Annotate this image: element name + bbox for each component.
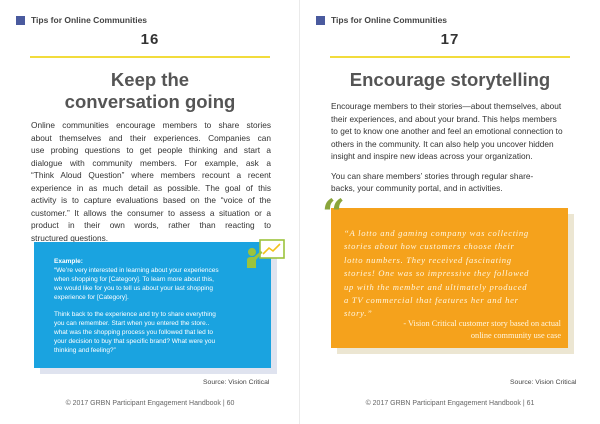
left-source-note: Source: Vision Critical xyxy=(203,379,270,386)
presenter-chart-icon xyxy=(246,238,286,268)
body-line: activity is to capture evaluations based on the “voice of the xyxy=(31,195,271,205)
quote-text xyxy=(344,227,564,321)
callout-line: thinking and feeling?” xyxy=(54,347,116,354)
left-page-number: 16 xyxy=(140,31,160,48)
quote-line: lotto numbers. They received fascinating xyxy=(344,254,512,265)
body-line: Online communities encourage members to share stories xyxy=(31,120,271,130)
attribution-line: online community use case xyxy=(470,331,561,340)
paragraph-gap xyxy=(331,163,571,170)
right-title-rule xyxy=(330,56,570,58)
body-line: product in their own words, rather than reacting to xyxy=(31,220,271,230)
callout-label: Example: xyxy=(54,258,83,265)
callout-paragraph-1 xyxy=(54,266,259,302)
callout-line: you can remember. Start when you entered the store.. xyxy=(54,320,210,327)
right-page-header xyxy=(316,15,447,25)
callout-line: we would like for you to tell us about your last shopping xyxy=(54,285,213,292)
left-page-header xyxy=(16,15,147,25)
callout-paragraph-2 xyxy=(54,310,259,355)
header-square-icon xyxy=(16,16,25,25)
quote-line: stories! One was so impressive they followed xyxy=(344,268,530,279)
quote-attribution xyxy=(344,318,561,342)
body-line: others in the community. It can also help you uncover hidden xyxy=(331,138,554,149)
callout-line: what was the shopping process you followed that led to xyxy=(54,329,213,336)
callout-line: when shopping for [Category]. To learn more about this, xyxy=(54,276,214,283)
callout-content xyxy=(54,257,259,363)
left-title-line-2: conversation going xyxy=(64,91,236,112)
right-header-text: Tips for Online Communities xyxy=(331,15,448,25)
body-line: use probing questions to get people thinking and start a xyxy=(31,145,271,155)
left-body-text xyxy=(31,119,271,244)
body-line: customer.” It allows the consumer to assess a situation or a xyxy=(31,207,271,218)
attribution-line: - Vision Critical customer story based on actual xyxy=(403,319,561,328)
right-body-text xyxy=(331,100,571,195)
quote-line: “A lotto and gaming company was collecting xyxy=(344,228,529,238)
left-title-rule xyxy=(30,56,270,58)
example-callout xyxy=(34,242,271,368)
body-line: Encourage members to their stories—about themselves, about xyxy=(331,101,562,111)
left-page-title xyxy=(30,69,270,113)
body-line: about themselves and their experiences. Companies can xyxy=(31,132,271,143)
body-line: to get to know one another and feel an emotional connection to xyxy=(331,126,563,136)
quote-mark-icon: “ xyxy=(322,191,346,238)
right-footer: © 2017 GRBN Participant Engagement Handbook | 61 xyxy=(365,400,535,407)
right-source-note: Source: Vision Critical xyxy=(510,379,577,386)
callout-line: Think back to the experience and try to share everything xyxy=(54,311,216,318)
body-line: “Think Aloud Question” where members recount a recent xyxy=(31,170,271,180)
quote-line: stories about how customers choose their xyxy=(344,241,515,252)
left-title-line-1: Keep the xyxy=(110,69,190,90)
page-spine xyxy=(299,0,300,424)
callout-line: experience for [Category]. xyxy=(54,294,129,301)
callout-line: “We’re very interested in learning about your experiences xyxy=(54,267,219,274)
quote-line: a TV commercial that features her and her xyxy=(344,295,519,306)
body-line: dialogue with community members. For example, ask a xyxy=(31,157,271,168)
body-line: backs, your community portal, and in activities. xyxy=(331,183,503,193)
quote-line: up with the member and ultimately produced xyxy=(344,281,528,292)
body-line: structured questions. xyxy=(31,232,109,243)
right-page-title: Encourage storytelling xyxy=(349,69,551,90)
callout-line: your decision to buy that specific brand? What were you xyxy=(54,338,216,345)
body-line: insight and inspire new ideas across your organization. xyxy=(331,151,533,161)
body-line: their experiences, and about your brand. This helps members xyxy=(331,113,557,124)
left-footer: © 2017 GRBN Participant Engagement Handbook | 60 xyxy=(65,400,235,407)
header-square-icon xyxy=(316,16,325,25)
left-header-text: Tips for Online Communities xyxy=(31,15,148,25)
body-line: You can share members’ stories through regular share- xyxy=(331,170,534,181)
right-page-number: 17 xyxy=(440,31,460,48)
quote-line: story.” xyxy=(344,308,373,319)
body-line: experience in as much detail as possible. The goal of this xyxy=(31,182,271,193)
